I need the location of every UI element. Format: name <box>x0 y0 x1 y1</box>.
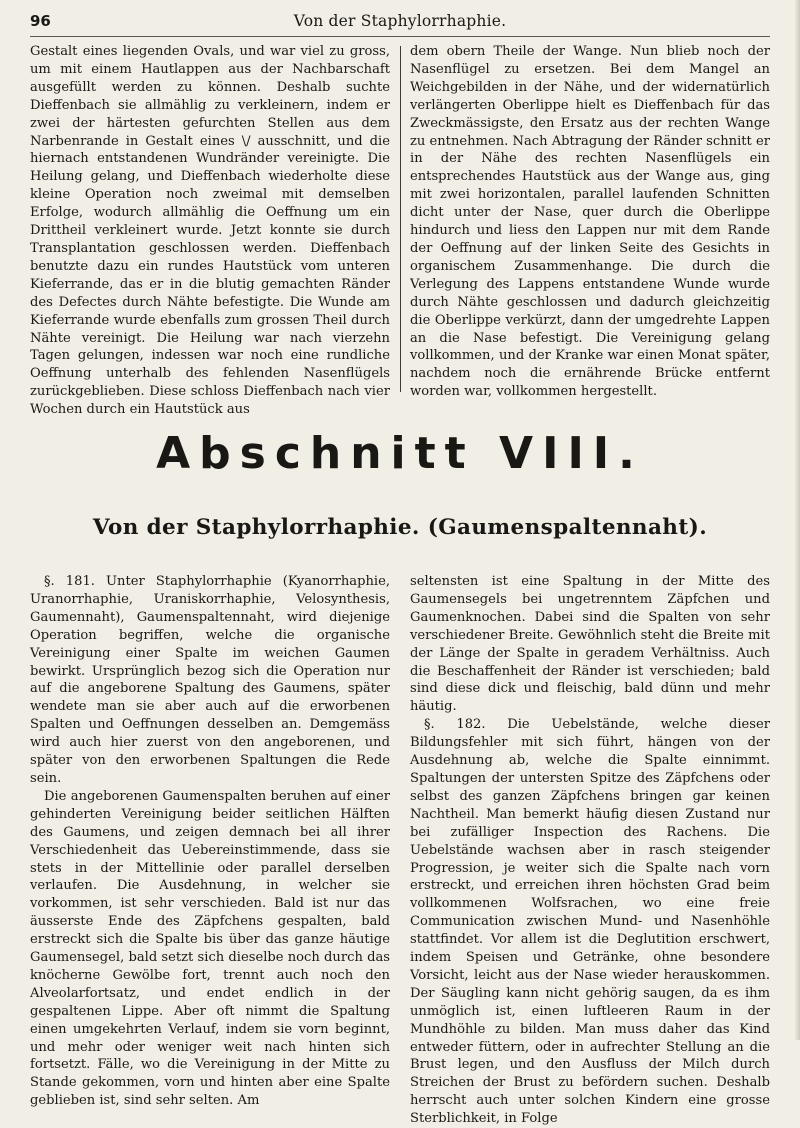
upper-left-column <box>30 43 390 419</box>
paragraph: Die angeborenen Gaumenspalten beruhen auf einer gehinderten Vereinigung beider seitlichen Hälften des Gaumens, und zeigen demnach bei all ihrer Verschiedenheit das Uebereinstimmende, dass sie stets in der Mittellinie oder parallel derselben verlaufen. Die Ausdehnung, in welcher sie vorkommen, ist sehr verschieden. Bald ist nur das äusserste Ende des Zäpfchens gespalten, bald erstreckt sich die Spalte bis über das ganze häutige Gaumensegel, bald setzt sich dieselbe noch durch das knöcherne Gewölbe fort, trennt auch noch den Alveolarfortsatz, und endet endlich in der gespaltenen Lippe. Aber oft nimmt die Spaltung einen umgekehrten Verlauf, indem sie vorn beginnt, und mehr oder weniger weit nach hinten sich fortsetzt. Fälle, wo die Vereinigung in der Mitte zu Stande gekommen, vorn und hinten aber eine Spalte geblieben ist, sind sehr selten. Am <box>30 788 390 1109</box>
paragraph: §. 182. Die Uebelstände, welche dieser Bildungsfehler mit sich führt, hängen von der Ausdehnung ab, welche die Spalte einnimmt. Spaltungen der untersten Spitze des Zäpfchens oder selbst des ganzen Zäpfchens bringen gar keinen Nachtheil. Man bemerkt häufig diesen Zustand nur bei zufälliger Inspection des Rachens. Die Uebelstände wachsen aber in rasch steigender Progression, je weiter sich die Spalte nach vorn erstreckt, und erreichen ihren höchsten Grad beim vollkommenen Wolfsrachen, wo eine freie Communication zwischen Mund- und Nasenhöhle stattfindet. Vor allem ist die Deglutition erschwert, indem Speisen und Getränke, ohne besondere Vorsicht, leicht aus der Nase wieder herauskommen. Der Säugling kann nicht gehörig saugen, da es ihm unmöglich ist, einen luftleeren Raum in der Mundhöhle zu bilden. Man muss daher das Kind entweder füttern, oder in aufrechter Stellung an die Brust legen, und den Ausfluss der Milch durch Streichen der Brust zu befördern suchen. Deshalb herrscht auch unter solchen Kindern eine grosse Sterblichkeit, in Folge <box>410 717 770 1127</box>
running-title: Von der Staphylorrhaphie. <box>293 12 507 30</box>
paragraph: dem obern Theile der Wange. Nun blieb noch der Nasenflügel zu ersetzen. Bei dem Mangel an Weichgebilden in der Nähe, und der widernatürlich verlängerten Oberlippe hielt es Dieffenbach für das Zweckmässigste, den Ersatz aus der rechten Wange zu entnehmen. Nach Abtragung der Ränder schnitt er in der Nähe des rechten Nasenflügels ein entsprechendes Hautstück aus der Wange aus, ging mit zwei horizontalen, parallel laufenden Schnitten dicht unter der Nase, quer durch die Oberlippe hindurch und liess den Lappen nur mit dem Rande der Oeffnung auf der linken Seite des Gesichts in organischem Zusammenhange. Die durch die Verlegung des Lappens entstandene Wunde wurde durch Nähte geschlossen und dadurch gleichzeitig die Oberlippe verkürzt, dann der umgedrehte Lappen an die Nase befestigt. Die Vereinigung gelang vollkommen, und der Kranke war einen Monat später, nachdem noch die ernährende Brücke entfernt worden war, vollkommen hergestellt. <box>410 44 770 400</box>
section-heading: Abschnitt VIII. <box>156 428 644 479</box>
page-number: 96 <box>30 12 51 30</box>
column-divider <box>400 46 401 392</box>
upper-right-column <box>410 43 770 401</box>
section-subheading: Von der Staphylorrhaphie. (Gaumenspaltennaht). <box>92 515 708 540</box>
lower-left-column <box>30 573 390 1110</box>
paragraph: Gestalt eines liegenden Ovals, und war viel zu gross, um mit einem Hautlappen aus der Nachbarschaft ausgefüllt werden zu können. Deshalb suchte Dieffenbach sie allmählig zu verkleinern, indem er zwei der härtesten gefurchten Stellen aus dem Narbenrande in Gestalt eines \/ ausschnitt, und die hiernach entstandenen Wundränder vereinigte. Die Heilung gelang, und Dieffenbach wiederholte diese kleine Operation noch zweimal mit demselben Erfolge, wodurch allmählig die Oeffnung um ein Drittheil verkleinert wurde. Jetzt konnte sie durch Transplantation geschlossen werden. Dieffenbach benutzte dazu ein rundes Hautstück vom unteren Kieferrande, das er in die blutig gemachten Ränder des Defectes durch Nähte befestigte. Die Wunde am Kieferrande wurde ebenfalls zum grossen Theil durch Nähte vereinigt. Die Heilung war nach vierzehn Tagen gelungen, indessen war noch eine rundliche Oeffnung unterhalb des fehlenden Nasenflügels zurückgeblieben. Diese schloss Dieffenbach nach vier Wochen durch ein Hautstück aus <box>30 44 390 418</box>
lower-right-column <box>410 573 770 1128</box>
page-edge-shadow <box>794 0 800 1040</box>
header-rule <box>30 36 770 37</box>
paragraph: seltensten ist eine Spaltung in der Mitte des Gaumensegels bei ungetrenntem Zäpfchen und Gaumenknochen. Dabei sind die Spalten von sehr verschiedener Breite. Gewöhnlich steht die Breite mit der Länge der Spalte in geradem Verhältniss. Auch die Beschaffenheit der Ränder ist verschieden; bald sind diese dick und fleischig, bald dünn und mehr häutig. <box>410 574 770 715</box>
paragraph: §. 181. Unter Staphylorrhaphie (Kyanorrhaphie, Uranorrhaphie, Uraniskorrhaphie, Velosynthesis, Gaumennaht), Gaumenspaltennaht, wird diejenige Operation begriffen, welche die organische Vereinigung einer Spalte im weichen Gaumen bewirkt. Ursprünglich bezog sich die Operation nur auf die angeborene Spaltung des Gaumens, später wendete man sie aber auch auf die erworbenen Spalten und Oeffnungen desselben an. Demgemäss wird auch hier zuerst von den angeborenen, und später von den erworbenen Spaltungen die Rede sein. <box>30 574 390 786</box>
page-header <box>30 12 770 34</box>
